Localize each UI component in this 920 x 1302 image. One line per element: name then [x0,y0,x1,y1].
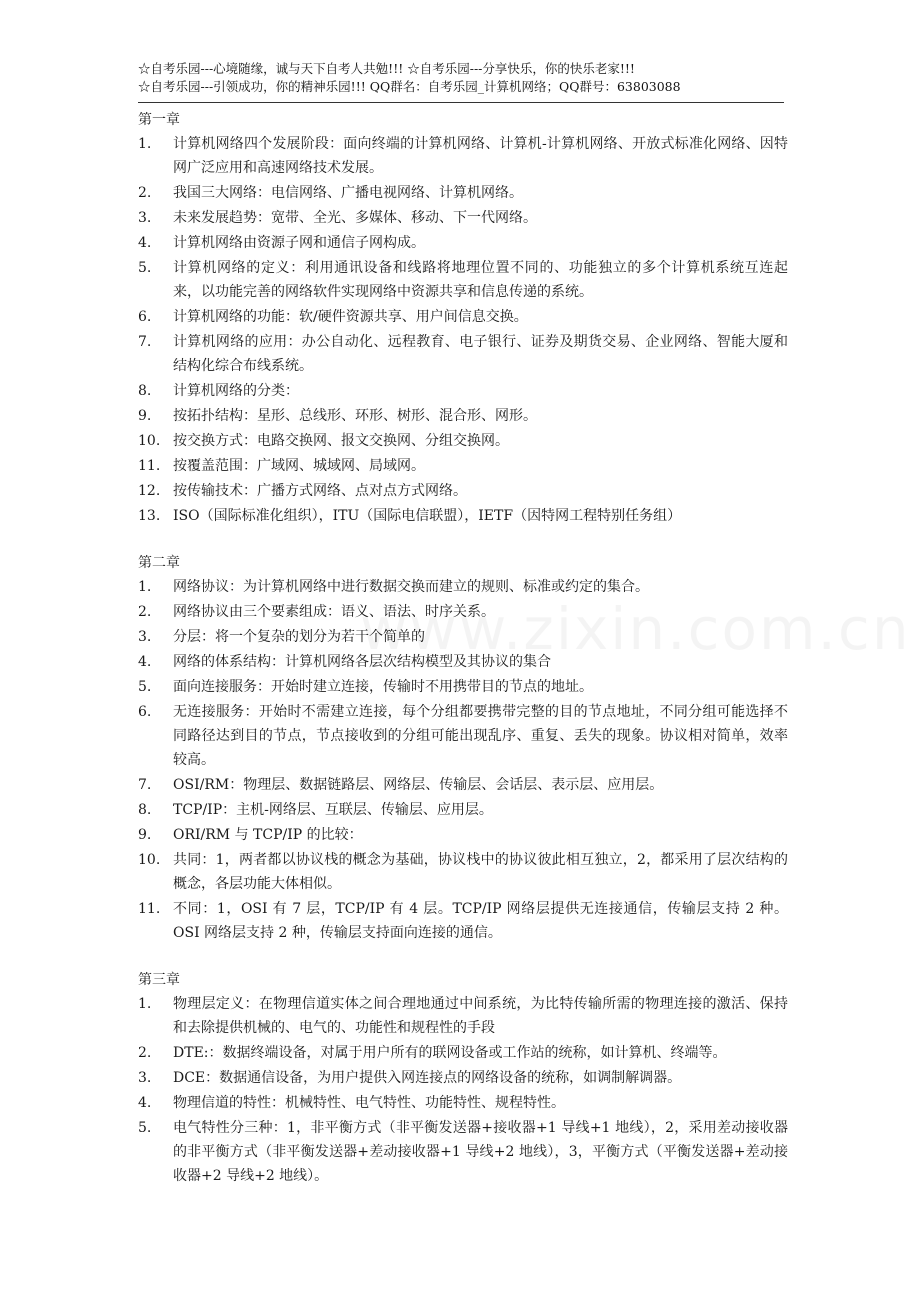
list-item-number: 10. [138,433,161,449]
list-item-number: 9. [138,827,152,843]
list-item-text: 按交换方式：电路交换网、报文交换网、分组交换网。 [173,433,509,449]
list-item-text: DCE：数据通信设备，为用户提供入网连接点的网络设备的统称，如调制解调器。 [173,1070,682,1086]
list-item-text: 按传输技术：广播方式网络、点对点方式网络。 [173,483,467,499]
list-item-text: 无连接服务：开始时不需建立连接，每个分组都要携带完整的目的节点地址，不同分组可能选择不同路径达到目的节点，节点接收到的分组可能出现乱序、重复、丢失的现象。协议相对简单，效率较高。 [173,704,788,768]
list-item-number: 6. [138,309,152,325]
list-item-number: 7. [138,334,152,350]
list-item [138,625,788,649]
list-item-text: 未来发展趋势：宽带、全光、多媒体、移动、下一代网络。 [173,210,537,226]
list-item [138,231,788,255]
list-item-number: 1. [138,579,152,595]
chapter-spacer [138,529,788,551]
header-divider [138,102,784,103]
list-item-text: 按覆盖范围：广域网、城域网、局域网。 [173,458,425,474]
list-item [138,330,788,378]
list-item-number: 10. [138,852,161,868]
list-item-text: 计算机网络的分类： [173,383,299,399]
list-item [138,206,788,230]
list-item-text: TCP/IP：主机-网络层、互联层、传输层、应用层。 [173,802,493,818]
list-item-number: 4. [138,1095,152,1111]
list-item-text: 计算机网络由资源子网和通信子网构成。 [173,235,425,251]
list-item-text: DTE:：数据终端设备，对属于用户所有的联网设备或工作站的统称，如计算机、终端等。 [173,1045,727,1061]
chapter-spacer [138,946,788,968]
list-item-number: 2. [138,604,152,620]
list-item [138,379,788,403]
list-item [138,897,788,945]
list-item-number: 3. [138,629,152,645]
list-item-number: 13. [138,508,161,524]
list-item-number: 12. [138,483,161,499]
chapter-item-list [138,132,788,528]
chapter-item-list [138,575,788,945]
list-item-number: 9. [138,408,152,424]
list-item-number: 8. [138,383,152,399]
chapter-section [138,551,788,945]
list-item [138,1116,788,1188]
list-item-text: OSI/RM：物理层、数据链路层、网络层、传输层、会话层、表示层、应用层。 [173,777,664,793]
header-line-1: ☆自考乐园---心境随缘，诚与天下自考人共勉!!! ☆自考乐园---分享快乐，你的快乐老家!!! [138,61,635,76]
list-item-text: ISO（国际标准化组织），ITU（国际电信联盟），IETF（因特网工程特别任务组） [173,508,682,524]
list-item-text: 计算机网络的定义：利用通讯设备和线路将地理位置不同的、功能独立的多个计算机系统互连起来，以功能完善的网络软件实现网络中资源共享和信息传递的系统。 [173,260,788,300]
list-item-text: 计算机网络四个发展阶段：面向终端的计算机网络、计算机-计算机网络、开放式标准化网络、因特网广泛应用和高速网络技术发展。 [173,136,788,176]
list-item [138,429,788,453]
list-item-text: 按拓扑结构：星形、总线形、环形、树形、混合形、网形。 [173,408,537,424]
list-item [138,181,788,205]
chapter-section [138,108,788,528]
list-item-text: 计算机网络的功能：软/硬件资源共享、用户间信息交换。 [173,309,528,325]
list-item-text: ORI/RM 与 TCP/IP 的比较： [173,827,363,843]
document-body [138,108,788,1189]
list-item [138,992,788,1040]
list-item-number: 3. [138,1070,152,1086]
list-item [138,650,788,674]
list-item-number: 11. [138,901,161,917]
list-item [138,132,788,180]
list-item-number: 11. [138,458,161,474]
chapter-title: 第一章 [138,112,180,128]
list-item-text: 网络的体系结构：计算机网络各层次结构模型及其协议的集合 [173,654,551,670]
list-item-number: 6. [138,704,152,720]
list-item [138,256,788,304]
list-item-text: 不同：1，OSI 有 7 层，TCP/IP 有 4 层。TCP/IP 网络层提供无连接通信，传输层支持 2 种。OSI 网络层支持 2 种，传输层支持面向连接的通信。 [173,901,788,941]
list-item-text: 网络协议：为计算机网络中进行数据交换而建立的规则、标准或约定的集合。 [173,579,649,595]
list-item-text: 计算机网络的应用：办公自动化、远程教育、电子银行、证券及期货交易、企业网络、智能大厦和结构化综合布线系统。 [173,334,788,374]
list-item-number: 7. [138,777,152,793]
chapter-title: 第二章 [138,555,180,571]
list-item-number: 1. [138,136,152,152]
list-item-text: 分层：将一个复杂的划分为若干个简单的 [173,629,425,645]
list-item-text: 共同：1，两者都以协议栈的概念为基础，协议栈中的协议彼此相互独立，2，都采用了层次结构的概念，各层功能大体相似。 [173,852,788,892]
list-item [138,1066,788,1090]
list-item [138,575,788,599]
list-item-number: 5. [138,1120,152,1136]
list-item [138,773,788,797]
list-item [138,700,788,772]
list-item-number: 1. [138,996,152,1012]
list-item [138,1041,788,1065]
list-item-text: 物理层定义：在物理信道实体之间合理地通过中间系统，为比特传输所需的物理连接的激活、保持和去除提供机械的、电气的、功能性和规程性的手段 [173,996,788,1036]
list-item-number: 2. [138,185,152,201]
list-item-text: 网络协议由三个要素组成：语义、语法、时序关系。 [173,604,495,620]
list-item-number: 3. [138,210,152,226]
list-item-text: 物理信道的特性：机械特性、电气特性、功能特性、规程特性。 [173,1095,565,1111]
header-line-2: ☆自考乐园---引领成功，你的精神乐园!!! QQ群名：自考乐园_计算机网络；QQ群号：63803088 [138,79,681,94]
list-item [138,454,788,478]
list-item-number: 5. [138,260,152,276]
list-item-number: 8. [138,802,152,818]
list-item [138,479,788,503]
list-item-number: 4. [138,654,152,670]
chapter-title: 第三章 [138,972,180,988]
list-item-text: 面向连接服务：开始时建立连接，传输时不用携带目的节点的地址。 [173,679,593,695]
list-item-text: 我国三大网络：电信网络、广播电视网络、计算机网络。 [173,185,523,201]
list-item [138,823,788,847]
list-item-number: 2. [138,1045,152,1061]
list-item-number: 5. [138,679,152,695]
list-item [138,848,788,896]
chapter-section [138,968,788,1188]
list-item-text: 电气特性分三种：1，非平衡方式（非平衡发送器+接收器+1 导线+1 地线），2，采用差动接收器的非平衡方式（非平衡发送器+差动接收器+1 导线+2 地线），3，平衡方式（平衡发送器+差动接收器+2 导线+2 地线）。 [173,1120,788,1184]
list-item [138,1091,788,1115]
list-item [138,305,788,329]
list-item [138,404,788,428]
list-item [138,504,788,528]
page-header [138,60,784,96]
list-item [138,675,788,699]
list-item [138,798,788,822]
list-item [138,600,788,624]
chapter-item-list [138,992,788,1188]
list-item-number: 4. [138,235,152,251]
